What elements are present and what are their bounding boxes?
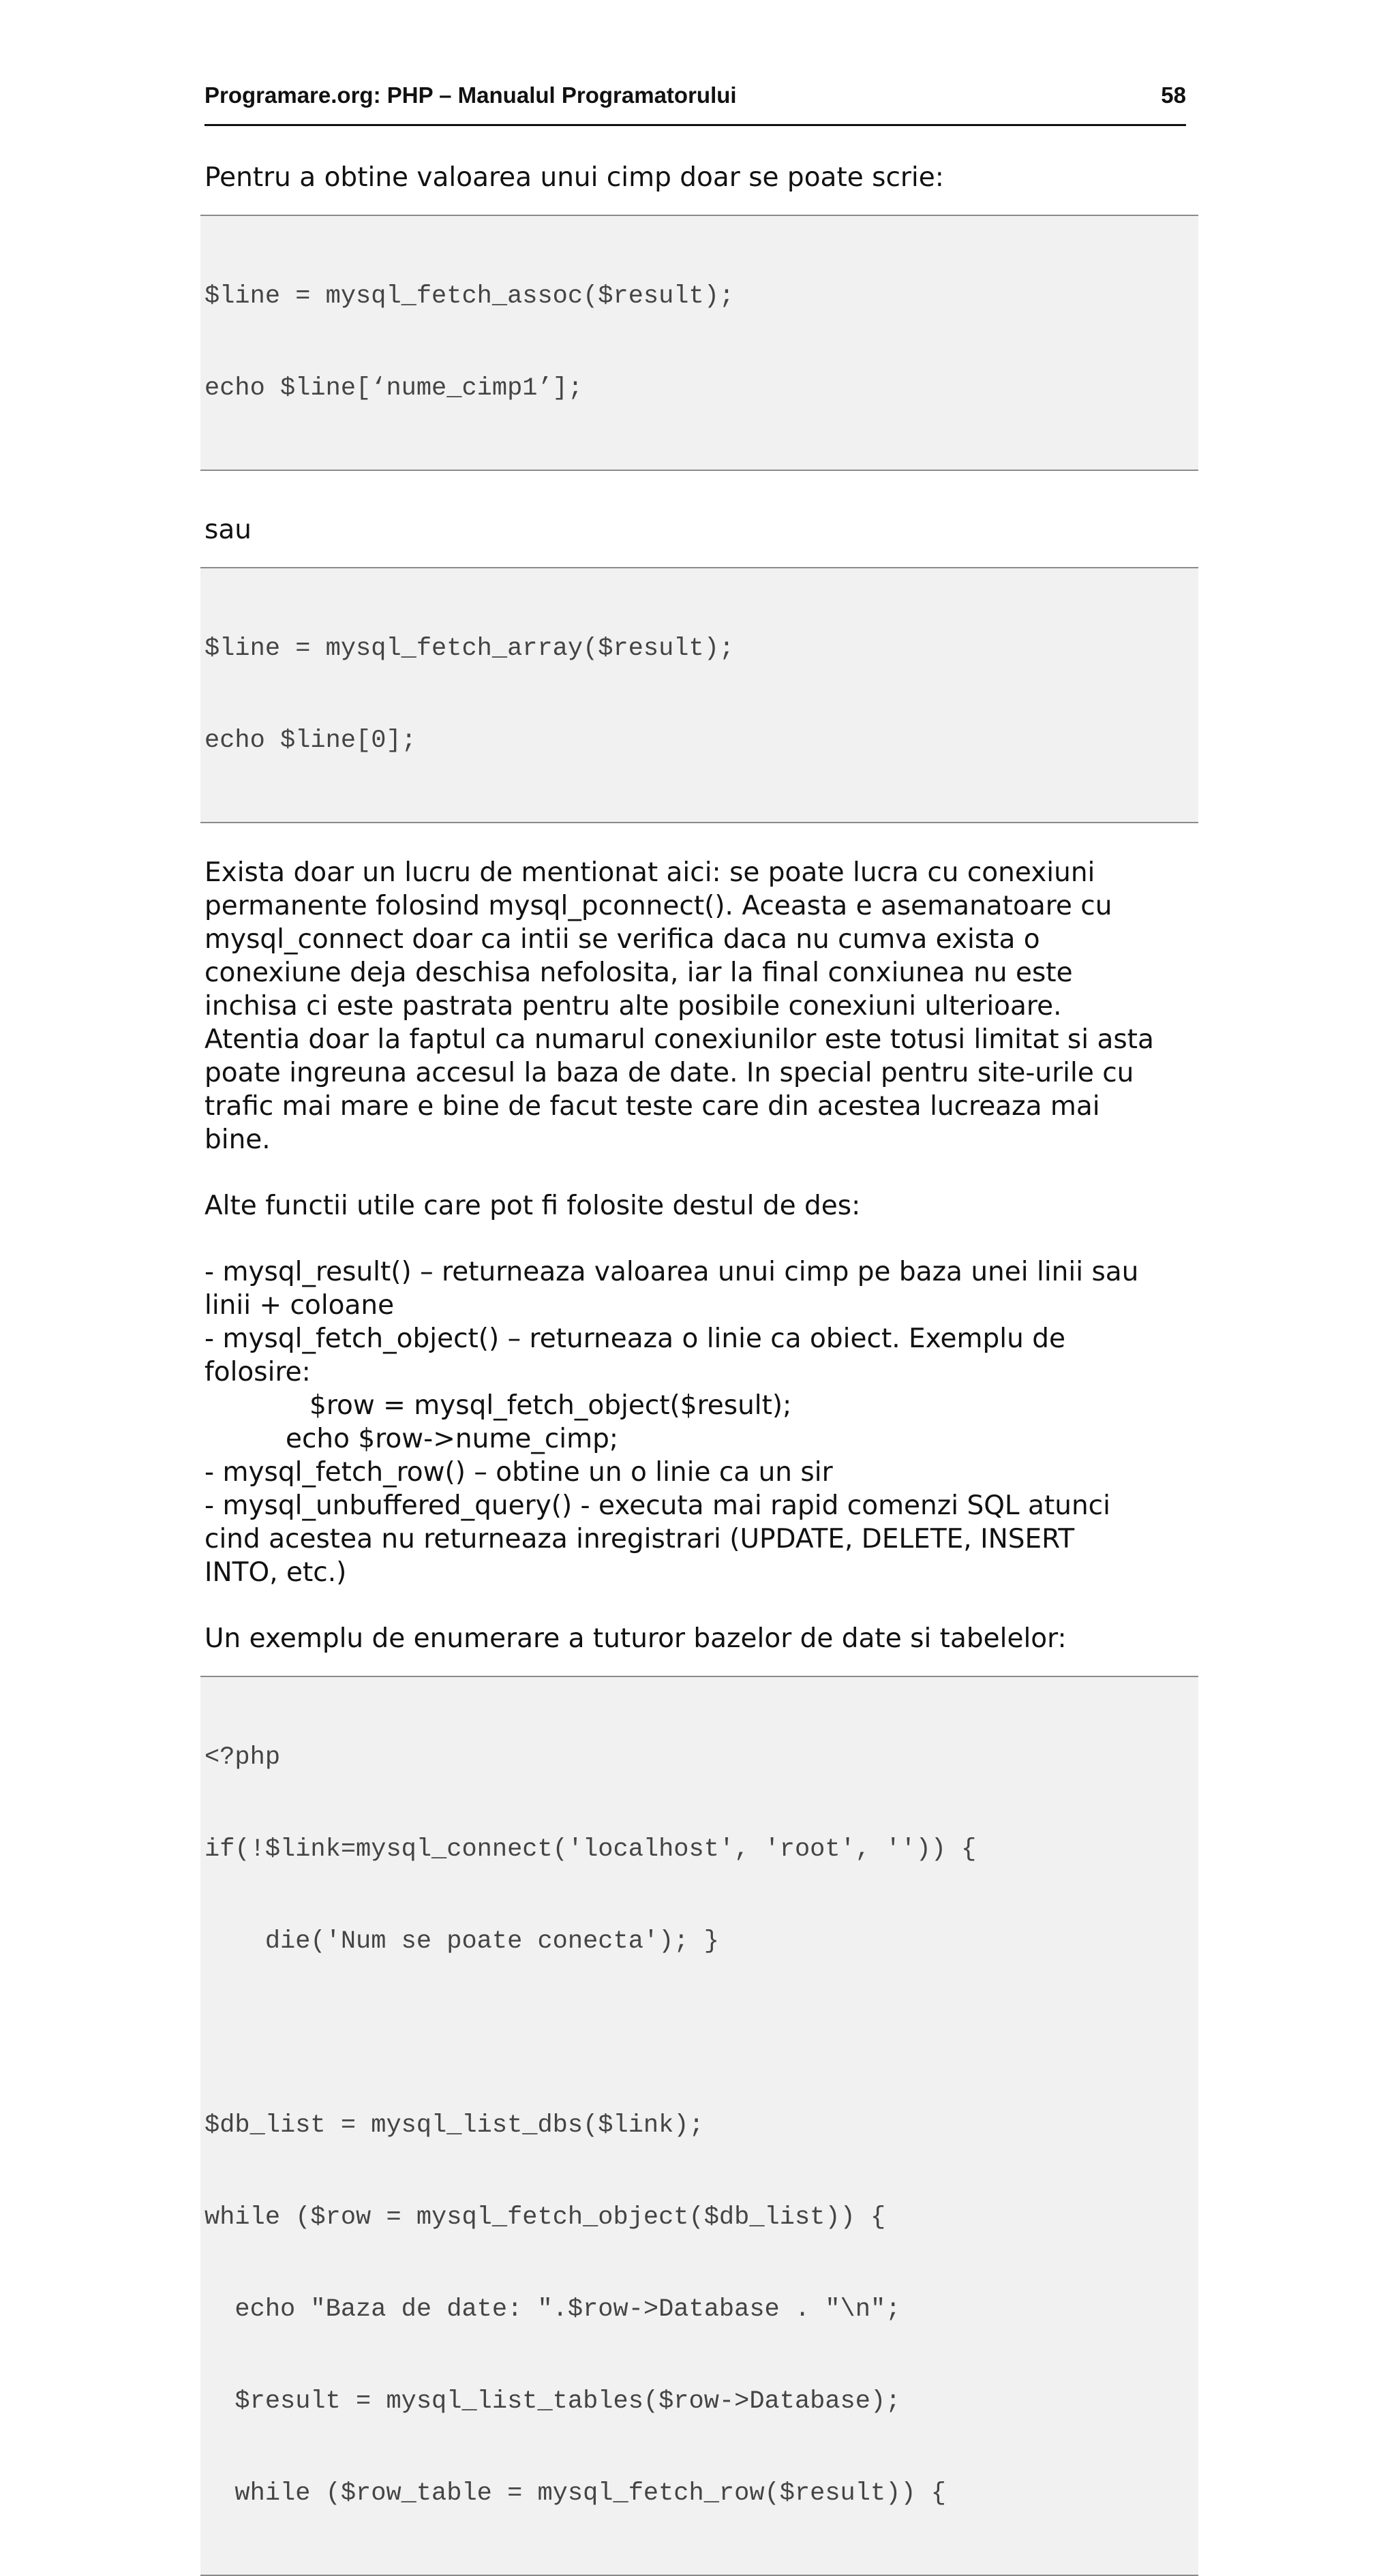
page-number: 58 xyxy=(1161,82,1186,108)
code-line: <?php xyxy=(204,1743,281,1772)
code-line: echo "Baza de date: ".$row->Database . "\n"; xyxy=(204,2295,901,2324)
code-block-fetch-assoc xyxy=(200,215,1198,471)
functions-list xyxy=(204,1255,1196,1589)
or-text: sau xyxy=(204,515,252,545)
paragraph-line: poate ingreuna accesul la baza de date. In special pentru site-urile cu xyxy=(204,1058,1134,1088)
list-item: - mysql_fetch_object() – returneaza o linie ca obiect. Exemplu de xyxy=(204,1323,1065,1354)
list-item: - mysql_unbuffered_query() - executa mai rapid comenzi SQL atunci xyxy=(204,1490,1110,1521)
explanatory-paragraph xyxy=(204,856,1196,1156)
code-line: echo $line[‘nume_cimp1’]; xyxy=(204,374,583,403)
page-header xyxy=(204,75,1186,126)
list-item-continuation: INTO, etc.) xyxy=(204,1557,347,1588)
code-line: $db_list = mysql_list_dbs($link); xyxy=(204,2111,704,2140)
paragraph-line: trafic mai mare e bine de facut teste care din acestea lucreaza mai xyxy=(204,1091,1100,1122)
code-line xyxy=(204,2019,1198,2049)
code-block-fetch-array xyxy=(200,567,1198,823)
code-line: while ($row_table = mysql_fetch_row($result)) { xyxy=(204,2479,946,2508)
page-content xyxy=(204,161,1196,2576)
header-title: Programare.org: PHP – Manualul Programatorului xyxy=(204,82,737,108)
paragraph-line: mysql_connect doar ca intii se verifica daca nu cumva exista o xyxy=(204,924,1040,955)
example-intro: Un exemplu de enumerare a tuturor bazelor de date si tabelelor: xyxy=(204,1623,1067,1654)
code-line: $result = mysql_list_tables($row->Database); xyxy=(204,2387,901,2416)
paragraph-line: Atentia doar la faptul ca numarul conexiunilor este totusi limitat si asta xyxy=(204,1024,1154,1055)
example-code-line: $row = mysql_fetch_object($result); xyxy=(309,1390,792,1421)
list-item-continuation: cind acestea nu returneaza inregistrari (UPDATE, DELETE, INSERT xyxy=(204,1524,1075,1554)
list-item-continuation: linii + coloane xyxy=(204,1290,395,1321)
functions-intro: Alte functii utile care pot fi folosite destul de des: xyxy=(204,1191,861,1221)
code-line: $line = mysql_fetch_assoc($result); xyxy=(204,282,735,311)
code-line: die('Num se poate conecta'); } xyxy=(204,1927,719,1956)
code-line: echo $line[0]; xyxy=(204,726,416,755)
paragraph-line: permanente folosind mysql_pconnect(). Aceasta e asemanatoare cu xyxy=(204,891,1112,921)
paragraph-line: Exista doar un lucru de mentionat aici: se poate lucra cu conexiuni xyxy=(204,857,1095,888)
code-block-db-listing xyxy=(200,1676,1198,2576)
code-line: while ($row = mysql_fetch_object($db_list)) { xyxy=(204,2203,886,2232)
example-code-line: echo $row->nume_cimp; xyxy=(286,1424,618,1454)
paragraph-line: bine. xyxy=(204,1124,271,1155)
paragraph-line: inchisa ci este pastrata pentru alte posibile conexiuni ulterioare. xyxy=(204,991,1062,1022)
paragraph-line: conexiune deja deschisa nefolosita, iar la final conxiunea nu este xyxy=(204,957,1073,988)
intro-text: Pentru a obtine valoarea unui cimp doar se poate scrie: xyxy=(204,162,944,193)
list-item: - mysql_result() – returneaza valoarea unui cimp pe baza unei linii sau xyxy=(204,1257,1139,1287)
list-item: - mysql_fetch_row() – obtine un o linie ca un sir xyxy=(204,1457,833,1488)
code-line: if(!$link=mysql_connect('localhost', 'root', '')) { xyxy=(204,1835,977,1864)
code-line: $line = mysql_fetch_array($result); xyxy=(204,634,735,663)
list-item-continuation: folosire: xyxy=(204,1357,311,1387)
